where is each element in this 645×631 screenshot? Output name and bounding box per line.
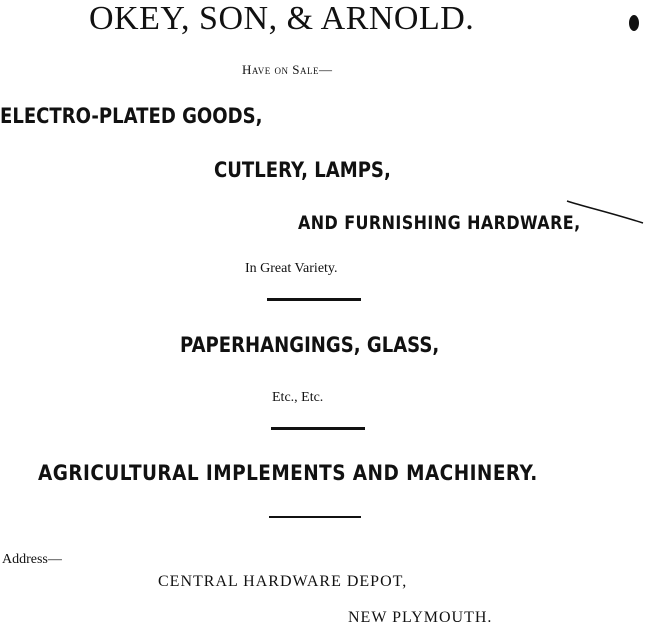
- town-address-line: NEW PLYMOUTH.: [348, 609, 493, 626]
- depot-address-line: CENTRAL HARDWARE DEPOT,: [158, 573, 408, 590]
- etc-etc-line: Etc., Etc.: [272, 390, 324, 405]
- address-label: Address—: [2, 552, 62, 567]
- furnishing-hardware-line: AND FURNISHING HARDWARE,: [298, 212, 581, 234]
- electro-plated-goods-line: ELECTRO-PLATED GOODS,: [0, 104, 263, 128]
- cutlery-lamps-line: CUTLERY, LAMPS,: [214, 158, 391, 182]
- paperhangings-glass-line: PAPERHANGINGS, GLASS,: [180, 333, 440, 357]
- agricultural-implements-line: AGRICULTURAL IMPLEMENTS AND MACHINERY.: [38, 461, 538, 485]
- divider-rule: [267, 298, 361, 301]
- divider-rule: [271, 427, 365, 430]
- divider-rule: [269, 516, 361, 518]
- have-on-sale-line: Have on Sale—: [242, 62, 333, 77]
- ink-blot: [629, 15, 639, 31]
- in-great-variety-line: In Great Variety.: [245, 261, 338, 276]
- firm-name-heading: OKEY, SON, & ARNOLD.: [89, 0, 475, 37]
